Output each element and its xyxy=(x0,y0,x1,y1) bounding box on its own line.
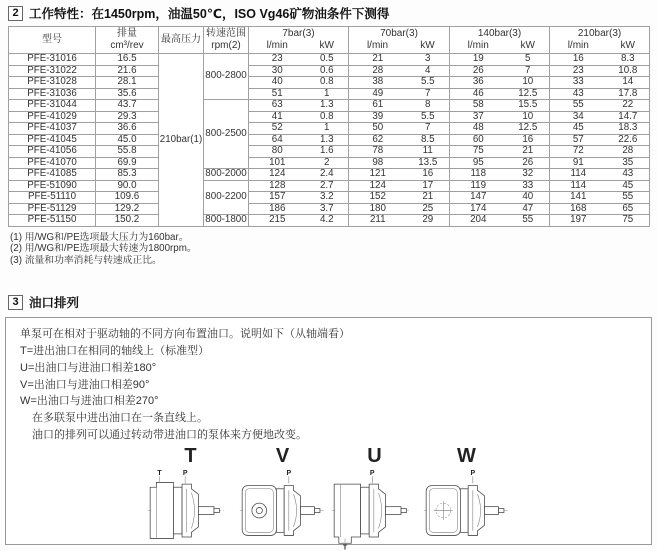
power-cell: 0.8 xyxy=(306,111,349,123)
pump-drawing-U-icon xyxy=(330,467,420,551)
power-cell: 13.5 xyxy=(407,157,450,169)
flow-cell: 61 xyxy=(349,100,407,112)
flow-cell: 39 xyxy=(349,111,407,123)
pump-shaft xyxy=(385,507,401,515)
flow-label: l/min xyxy=(366,40,389,51)
diagram-W xyxy=(421,445,513,551)
power-cell: 22 xyxy=(607,100,650,112)
flow-cell: 23 xyxy=(550,65,607,77)
power-cell: 1.6 xyxy=(306,146,349,158)
power-cell: 2 xyxy=(306,157,349,169)
flow-cell: 78 xyxy=(349,146,407,158)
power-cell: 22.6 xyxy=(607,134,650,146)
displacement-cell: 109.6 xyxy=(96,192,159,204)
power-cell: 4.2 xyxy=(306,215,349,227)
table-row xyxy=(9,203,650,215)
footnote-3: (3) 流量和功率消耗与转速成正比。 xyxy=(10,254,162,266)
flow-label: l/min xyxy=(266,40,288,51)
port-line-v: V=出油口与进油口相差90° xyxy=(20,378,150,391)
power-cell: 1.3 xyxy=(306,134,349,146)
flow-cell: 60 xyxy=(450,134,507,146)
pump-rear-body xyxy=(334,484,360,543)
col-group-210bar: 210bar(3) l/min kW xyxy=(550,27,650,54)
speed-range-cell: 800-2200 xyxy=(204,180,249,215)
flow-cell: 30 xyxy=(249,65,306,77)
power-cell: 14 xyxy=(607,77,650,89)
pump-shaft xyxy=(198,507,214,515)
flow-cell: 19 xyxy=(450,54,507,66)
table-row xyxy=(9,54,650,66)
section3-header xyxy=(8,293,657,311)
power-cell: 7 xyxy=(507,65,550,77)
header-row xyxy=(9,27,650,54)
col-group-140bar: 140bar(3) l/min kW xyxy=(450,27,550,54)
displacement-cell: 16.5 xyxy=(96,54,159,66)
power-cell: 28 xyxy=(607,146,650,158)
power-cell: 45 xyxy=(607,180,650,192)
port-multi-1: 在多联泵中进出油口在一条直线上。 xyxy=(32,412,208,425)
flow-cell: 48 xyxy=(450,123,507,135)
power-cell: 7 xyxy=(407,123,450,135)
displacement-cell: 90.0 xyxy=(96,180,159,192)
pump-mid-plate xyxy=(173,487,182,534)
power-cell: 3.7 xyxy=(306,203,349,215)
flow-cell: 21 xyxy=(349,54,407,66)
model-cell: PFE-41056 xyxy=(9,146,96,158)
spec-table xyxy=(8,26,650,227)
col-group-70bar: 70bar(3) l/min kW xyxy=(349,27,450,54)
power-cell: 55 xyxy=(607,192,650,204)
flow-cell: 141 xyxy=(550,192,607,204)
flow-cell: 174 xyxy=(450,203,507,215)
power-cell: 40 xyxy=(507,192,550,204)
port-line-t: T=进出油口在相同的轴线上（标准型） xyxy=(20,345,210,358)
displacement-cell: 35.6 xyxy=(96,88,159,100)
flow-cell: 180 xyxy=(349,203,407,215)
flow-cell: 51 xyxy=(249,88,306,100)
power-cell: 29 xyxy=(407,215,450,227)
flow-cell: 119 xyxy=(450,180,507,192)
power-label: kW xyxy=(319,40,334,51)
port-arrangement-box xyxy=(5,317,652,551)
col-model: 型号 xyxy=(9,27,96,54)
diagram-U-letter: U xyxy=(367,444,382,467)
col-max-pressure: 最高压力 xyxy=(159,27,204,54)
model-cell: PFE-51090 xyxy=(9,180,96,192)
flow-cell: 45 xyxy=(550,123,607,135)
flow-cell: 211 xyxy=(349,215,407,227)
flow-cell: 50 xyxy=(349,123,407,135)
pump-drawing-V-icon xyxy=(238,467,328,551)
flow-cell: 58 xyxy=(450,100,507,112)
flow-label: l/min xyxy=(567,40,589,51)
power-cell: 55 xyxy=(507,215,550,227)
power-cell: 75 xyxy=(607,215,650,227)
max-pressure-cell: 210bar(1) xyxy=(159,54,204,227)
flow-cell: 72 xyxy=(550,146,607,158)
power-cell: 12.5 xyxy=(507,123,550,135)
power-cell: 4 xyxy=(407,65,450,77)
diagram-W-letter: W xyxy=(457,444,476,467)
port-label: P xyxy=(369,469,375,477)
datasheet-page xyxy=(0,4,657,551)
col-group-7bar: 7bar(3) l/min kW xyxy=(249,27,349,54)
power-cell: 0.6 xyxy=(306,65,349,77)
port-multi-2: 油口的排列可以通过转动带进油口的泵体来方便地改变。 xyxy=(32,429,307,442)
power-cell: 16 xyxy=(507,134,550,146)
pump-front-housing xyxy=(468,486,484,536)
model-cell: PFE-31022 xyxy=(9,65,96,77)
flow-cell: 204 xyxy=(450,215,507,227)
model-cell: PFE-41037 xyxy=(9,123,96,135)
flow-cell: 63 xyxy=(249,100,306,112)
pump-shaft xyxy=(300,507,314,515)
model-cell: PFE-31044 xyxy=(9,100,96,112)
displacement-cell: 85.3 xyxy=(96,169,159,181)
flow-cell: 23 xyxy=(249,54,306,66)
power-cell: 26 xyxy=(507,157,550,169)
power-cell: 3.2 xyxy=(306,192,349,204)
flow-cell: 186 xyxy=(249,203,306,215)
displacement-cell: 55.8 xyxy=(96,146,159,158)
power-cell: 8.3 xyxy=(607,54,650,66)
pump-mid-plate xyxy=(360,487,369,534)
model-cell: PFE-41070 xyxy=(9,157,96,169)
pump-drawing-T-icon xyxy=(146,467,236,551)
power-cell: 32 xyxy=(507,169,550,181)
port-label: P xyxy=(469,469,475,477)
power-label: kW xyxy=(420,40,435,51)
flow-cell: 128 xyxy=(249,180,306,192)
flow-cell: 16 xyxy=(550,54,607,66)
port-diagrams xyxy=(20,445,637,551)
power-cell: 7 xyxy=(407,88,450,100)
power-cell: 10 xyxy=(507,77,550,89)
power-cell: 10.8 xyxy=(607,65,650,77)
flow-cell: 98 xyxy=(349,157,407,169)
footnote-1: (1) 用/WG和/PE选项最大压力为160bar。 xyxy=(10,231,189,243)
flow-cell: 46 xyxy=(450,88,507,100)
power-cell: 14.7 xyxy=(607,111,650,123)
flow-cell: 168 xyxy=(550,203,607,215)
section2-number-box: 2 xyxy=(8,6,23,21)
flow-cell: 62 xyxy=(349,134,407,146)
power-cell: 33 xyxy=(507,180,550,192)
model-cell: PFE-41029 xyxy=(9,111,96,123)
flow-cell: 157 xyxy=(249,192,306,204)
power-cell: 16 xyxy=(407,169,450,181)
flow-cell: 80 xyxy=(249,146,306,158)
power-cell: 1.3 xyxy=(306,100,349,112)
displacement-cell: 69.9 xyxy=(96,157,159,169)
power-cell: 17.8 xyxy=(607,88,650,100)
model-cell: PFE-51150 xyxy=(9,215,96,227)
table-row xyxy=(9,192,650,204)
speed-range-cell: 800-2000 xyxy=(205,168,247,179)
flow-cell: 152 xyxy=(349,192,407,204)
power-cell: 18.3 xyxy=(607,123,650,135)
model-cell: PFE-31028 xyxy=(9,77,96,89)
displacement-cell: 129.2 xyxy=(96,203,159,215)
flow-label: l/min xyxy=(467,40,489,51)
table-row xyxy=(9,77,650,89)
flow-cell: 37 xyxy=(450,111,507,123)
pump-rear-plate xyxy=(242,486,276,536)
displacement-cell: 36.6 xyxy=(96,123,159,135)
model-cell: PFE-31036 xyxy=(9,88,96,100)
port-label: T xyxy=(342,544,347,551)
flow-cell: 118 xyxy=(450,169,507,181)
flow-cell: 114 xyxy=(550,180,607,192)
power-cell: 47 xyxy=(507,203,550,215)
pump-front-housing xyxy=(369,484,385,537)
power-cell: 21 xyxy=(407,192,450,204)
port-line-w: W=出油口与进油口相差270° xyxy=(20,395,159,408)
power-cell: 8 xyxy=(407,100,450,112)
power-cell: 65 xyxy=(607,203,650,215)
power-cell: 15.5 xyxy=(507,100,550,112)
diagram-V xyxy=(237,445,329,551)
table-row xyxy=(9,134,650,146)
flow-cell: 64 xyxy=(249,134,306,146)
power-cell: 10 xyxy=(507,111,550,123)
flow-cell: 40 xyxy=(249,77,306,89)
power-label: kW xyxy=(620,40,635,51)
flow-cell: 215 xyxy=(249,215,306,227)
power-cell: 21 xyxy=(507,146,550,158)
pump-drawing-W-icon xyxy=(422,467,512,551)
flow-cell: 26 xyxy=(450,65,507,77)
section2-header xyxy=(8,4,657,22)
model-cell: PFE-51110 xyxy=(9,192,96,204)
flow-cell: 38 xyxy=(349,77,407,89)
power-cell: 12.5 xyxy=(507,88,550,100)
port-label: T xyxy=(156,469,162,477)
col-displacement: 排量 cm³/rev xyxy=(96,27,159,54)
flow-cell: 52 xyxy=(249,123,306,135)
power-cell: 2.4 xyxy=(306,169,349,181)
speed-range-cell: 800-1800 xyxy=(205,214,247,225)
table-row xyxy=(9,169,650,181)
diagram-U xyxy=(329,445,421,551)
pump-front-housing xyxy=(284,486,300,536)
power-cell: 1 xyxy=(306,88,349,100)
port-label: P xyxy=(182,469,188,477)
model-cell: PFE-41045 xyxy=(9,134,96,146)
flow-cell: 95 xyxy=(450,157,507,169)
diagram-V-letter: V xyxy=(275,444,290,467)
table-row xyxy=(9,100,650,112)
footnote-2: (2) 用/WG和/PE选项最大转速为1800rpm。 xyxy=(10,243,197,255)
speed-range-cell: 800-2800 xyxy=(204,54,249,100)
flow-cell: 124 xyxy=(349,180,407,192)
port-label: P xyxy=(285,469,291,477)
displacement-cell: 28.1 xyxy=(96,77,159,89)
table-row xyxy=(9,111,650,123)
section3-title: 油口排列 xyxy=(29,296,80,311)
model-cell: PFE-41085 xyxy=(9,169,96,181)
power-cell: 17 xyxy=(407,180,450,192)
table-row xyxy=(9,157,650,169)
displacement-cell: 29.3 xyxy=(96,111,159,123)
displacement-cell: 150.2 xyxy=(96,215,159,227)
table-row xyxy=(9,65,650,77)
power-cell: 0.5 xyxy=(306,54,349,66)
pump-front-housing xyxy=(182,484,198,537)
col-speed-range: 转速范围 rpm(2) xyxy=(204,27,249,54)
flow-cell: 57 xyxy=(550,134,607,146)
power-label: kW xyxy=(520,40,535,51)
port-intro: 单泵可在相对于驱动轴的不同方向布置油口。说明如下（从轴端看） xyxy=(20,328,350,341)
flow-cell: 33 xyxy=(550,77,607,89)
flow-cell: 34 xyxy=(550,111,607,123)
section3-number-box: 3 xyxy=(8,295,23,310)
pump-rear-body xyxy=(150,482,173,538)
power-cell: 1 xyxy=(306,123,349,135)
power-cell: 35 xyxy=(607,157,650,169)
pump-shaft xyxy=(484,507,498,515)
flow-cell: 124 xyxy=(249,169,306,181)
power-cell: 5.5 xyxy=(407,111,450,123)
model-cell: PFE-31016 xyxy=(9,54,96,66)
power-cell: 8.5 xyxy=(407,134,450,146)
flow-cell: 49 xyxy=(349,88,407,100)
power-cell: 11 xyxy=(407,146,450,158)
flow-cell: 91 xyxy=(550,157,607,169)
flow-cell: 197 xyxy=(550,215,607,227)
displacement-cell: 21.6 xyxy=(96,65,159,77)
table-row xyxy=(9,88,650,100)
flow-cell: 101 xyxy=(249,157,306,169)
power-cell: 0.8 xyxy=(306,77,349,89)
power-cell: 25 xyxy=(407,203,450,215)
flow-cell: 28 xyxy=(349,65,407,77)
table-row xyxy=(9,180,650,192)
power-cell: 43 xyxy=(607,169,650,181)
flow-cell: 114 xyxy=(550,169,607,181)
diagram-T-letter: T xyxy=(184,444,197,467)
model-cell: PFE-51129 xyxy=(9,203,96,215)
port-line-u: U=出油口与进油口相差180° xyxy=(20,361,157,374)
flow-cell: 41 xyxy=(249,111,306,123)
flow-cell: 55 xyxy=(550,100,607,112)
displacement-cell: 45.0 xyxy=(96,134,159,146)
table-row xyxy=(9,146,650,158)
power-cell: 3 xyxy=(407,54,450,66)
spec-table-body xyxy=(9,54,650,227)
speed-range-cell: 800-2500 xyxy=(204,100,249,169)
flow-cell: 75 xyxy=(450,146,507,158)
flow-cell: 43 xyxy=(550,88,607,100)
power-cell: 2.7 xyxy=(306,180,349,192)
footnotes xyxy=(10,232,657,267)
flow-cell: 36 xyxy=(450,77,507,89)
flow-cell: 147 xyxy=(450,192,507,204)
table-row xyxy=(9,123,650,135)
displacement-cell: 43.7 xyxy=(96,100,159,112)
diagram-T xyxy=(145,445,237,551)
power-cell: 5.5 xyxy=(407,77,450,89)
table-row xyxy=(9,215,650,227)
pump-mid-plate xyxy=(460,489,468,533)
power-cell: 5 xyxy=(507,54,550,66)
section2-title: 工作特性：在1450rpm，油温50℃，ISO Vg46矿物油条件下测得 xyxy=(29,7,390,21)
pump-mid-plate xyxy=(276,489,284,533)
flow-cell: 121 xyxy=(349,169,407,181)
